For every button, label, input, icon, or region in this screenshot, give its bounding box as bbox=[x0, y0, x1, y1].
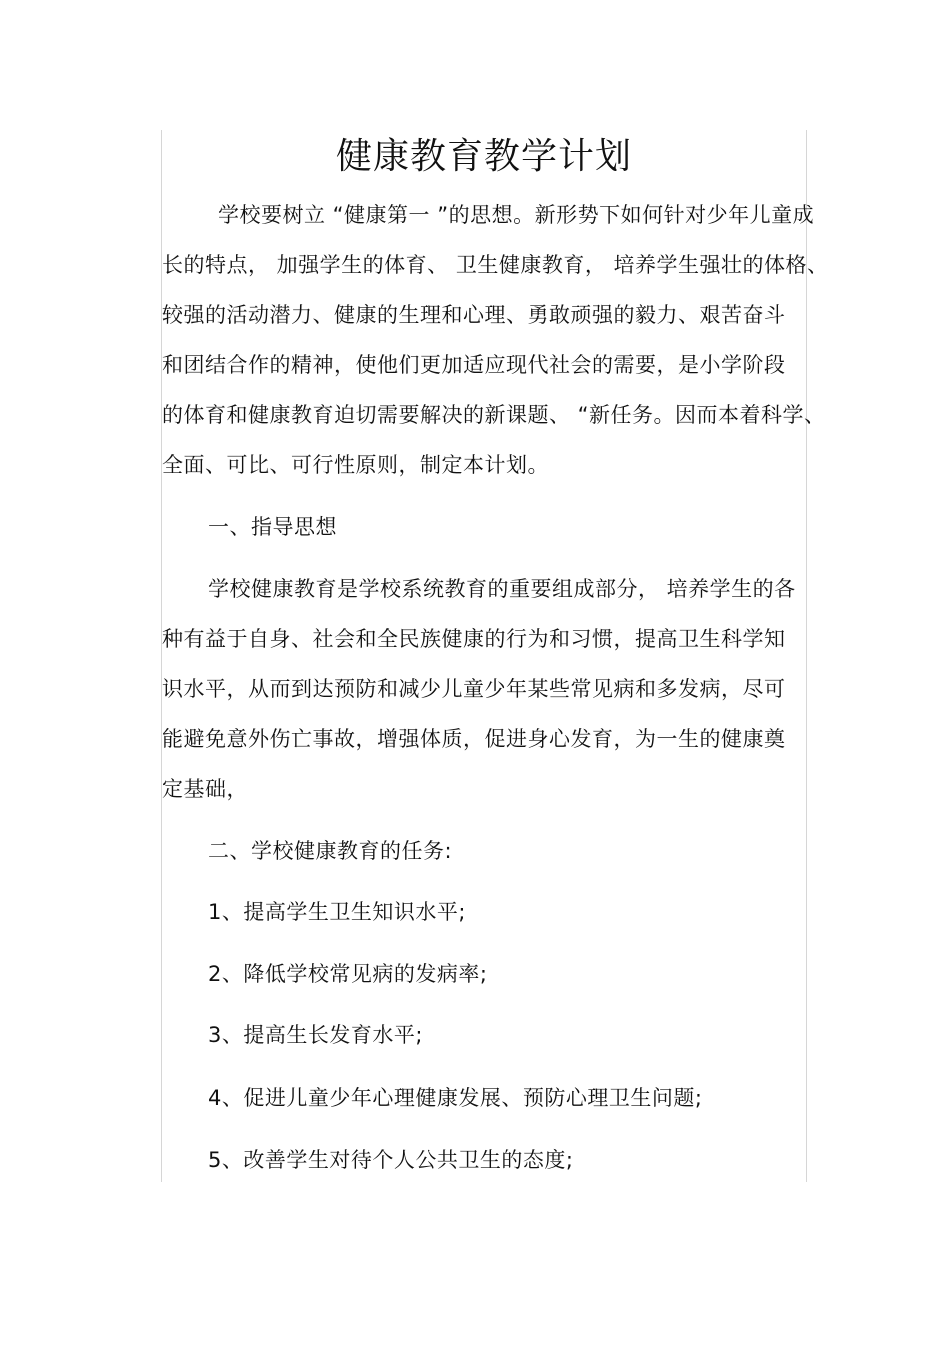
task-item: 2、降低学校常见病的发病率; bbox=[208, 962, 488, 986]
intro-line: 和团结合作的精神，使他们更加适应现代社会的需要，是小学阶段 bbox=[162, 353, 786, 377]
section1-line: 种有益于自身、社会和全民族健康的行为和习惯，提高卫生科学知 bbox=[162, 627, 786, 651]
section-heading-tasks: 二、学校健康教育的任务: bbox=[208, 839, 453, 863]
page-border-right bbox=[806, 130, 807, 1182]
intro-line: 较强的活动潜力、健康的生理和心理、勇敢顽强的毅力、艰苦奋斗 bbox=[162, 303, 786, 327]
section1-line: 学校健康教育是学校系统教育的重要组成部分， 培养学生的各 bbox=[208, 577, 796, 601]
task-item: 1、提高学生卫生知识水平; bbox=[208, 900, 466, 924]
section1-line: 定基础， bbox=[162, 777, 248, 801]
page-border-left bbox=[161, 130, 162, 1182]
intro-line: 全面、可比、可行性原则，制定本计划。 bbox=[162, 453, 549, 477]
section1-line: 能避免意外伤亡事故，增强体质，促进身心发育，为一生的健康奠 bbox=[162, 727, 786, 751]
task-item: 5、改善学生对待个人公共卫生的态度; bbox=[208, 1148, 574, 1172]
task-item: 4、促进儿童少年心理健康发展、预防心理卫生问题; bbox=[208, 1086, 703, 1110]
intro-line: 长的特点， 加强学生的体育、 卫生健康教育， 培养学生强壮的体格、 bbox=[162, 253, 829, 277]
intro-line: 的体育和健康教育迫切需要解决的新课题、 “新任务。因而本着科学、 bbox=[162, 403, 826, 427]
section1-line: 识水平，从而到达预防和减少儿童少年某些常见病和多发病，尽可 bbox=[162, 677, 786, 701]
document-title: 健康教育教学计划 bbox=[335, 136, 632, 177]
task-item: 3、提高生长发育水平; bbox=[208, 1023, 423, 1047]
section-heading-guiding-ideology: 一、指导思想 bbox=[208, 515, 337, 539]
intro-line: 学校要树立 “健康第一 ”的思想。新形势下如何针对少年儿童成 bbox=[218, 203, 815, 227]
